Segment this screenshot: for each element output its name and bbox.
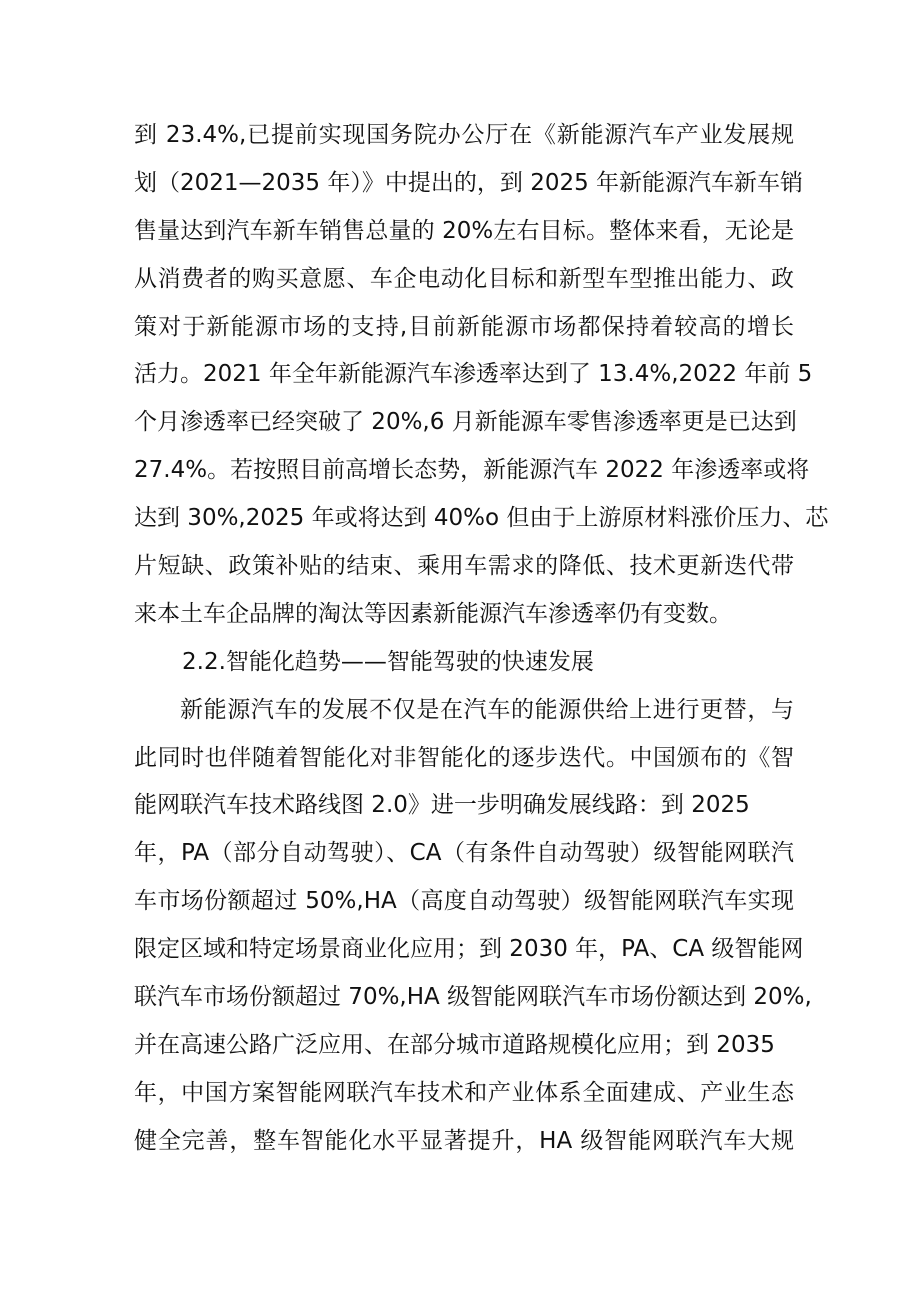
paragraph-intelligent-driving: [134, 687, 812, 1166]
text-line: 达到 30%,2025 年或将达到 40%o 但由于上游原材料涨价压力、芯: [134, 505, 829, 532]
text-line: 并在高速公路广泛应用、在部分城市道路规模化应用；到 2035: [134, 1031, 775, 1058]
text-line: 年，中国方案智能网联汽车技术和产业体系全面建成、产业生态: [134, 1079, 794, 1106]
text-line: 27.4%。若按照目前高增长态势，新能源汽车 2022 年渗透率或将: [134, 457, 810, 484]
text-line: 能网联汽车技术路线图 2.0》进一步明确发展线路：到 2025: [134, 792, 750, 819]
text-line: 年，PA（部分自动驾驶）、CA（有条件自动驾驶）级智能网联汽: [134, 840, 794, 867]
text-line: 车市场份额超过 50%,HA（高度自动驾驶）级智能网联汽车实现: [134, 888, 794, 915]
text-line: 策对于新能源市场的支持,目前新能源市场都保持着较高的增长: [134, 313, 794, 340]
text-line: 活力。2021 年全年新能源汽车渗透率达到了 13.4%,2022 年前 5: [134, 361, 813, 388]
document-body: [134, 112, 829, 1166]
text-line: 从消费者的购买意愿、车企电动化目标和新型车型推出能力、政: [134, 265, 794, 292]
text-line: 联汽车市场份额超过 70%,HA 级智能网联汽车市场份额达到 20%,: [134, 984, 812, 1011]
text-line: 个月渗透率已经突破了 20%,6 月新能源车零售渗透率更是已达到: [134, 409, 797, 436]
text-line: 售量达到汽车新车销售总量的 20%左右目标。整体来看，无论是: [134, 217, 794, 244]
text-line: 到 23.4%,已提前实现国务院办公厅在《新能源汽车产业发展规: [134, 122, 794, 148]
section-heading: 2.2.智能化趋势——智能驾驶的快速发展: [182, 648, 594, 675]
text-line: 划（2021—2035 年）》中提出的，到 2025 年新能源汽车新车销: [134, 169, 804, 196]
text-line: 限定区域和特定场景商业化应用；到 2030 年，PA、CA 级智能网: [134, 936, 804, 963]
text-line: 健全完善，整车智能化水平显著提升，HA 级智能网联汽车大规: [134, 1127, 794, 1154]
text-line: 新能源汽车的发展不仅是在汽车的能源供给上进行更替，与: [180, 696, 794, 723]
text-line: 片短缺、政策补贴的结束、乘用车需求的降低、技术更新迭代带: [134, 553, 794, 580]
text-line: 此同时也伴随着智能化对非智能化的逐步迭代。中国颁布的《智: [134, 744, 794, 771]
paragraph-penetration-rate: [134, 112, 829, 639]
text-line: 来本土车企品牌的淘汰等因素新能源汽车渗透率仍有变数。: [134, 600, 732, 627]
